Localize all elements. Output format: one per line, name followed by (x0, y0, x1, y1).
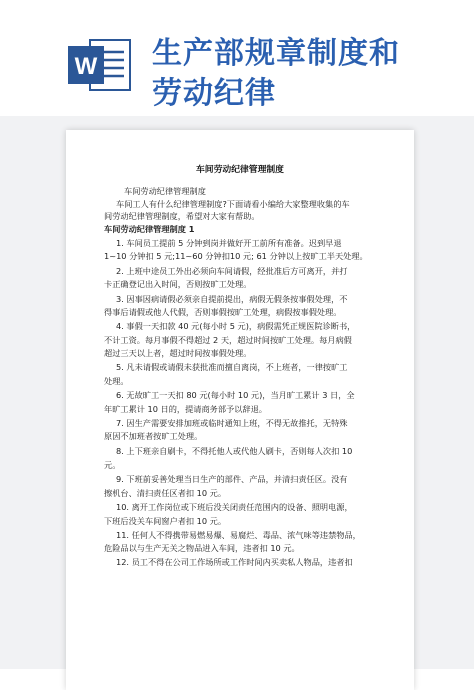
document-line: 1. 车间员工提前 5 分钟到岗并做好开工前所有准备。迟到早退 (116, 238, 342, 248)
document-line: 10. 离开工作岗位或下班后没关闭责任范围内的设备、照明电源， (116, 502, 353, 512)
document-line: 擦机台、清扫责任区者扣 10 元。 (104, 488, 227, 498)
document-line: 年旷工累计 10 日的，提请商务部予以辞退。 (104, 404, 267, 414)
banner-header (0, 0, 474, 120)
banner-title-line-2: 劳动纪律 (152, 76, 276, 111)
document-line: 下班后没关车间窗户者扣 10 元。 (104, 516, 227, 526)
logo-letter: W (74, 53, 98, 80)
document-line: 间劳动纪律管理制度，希望对大家有帮助。 (104, 211, 260, 221)
banner-title-line-1: 生产部规章制度和 (152, 36, 400, 71)
document-line: 3. 因事因病请假必须亲自提前提出，病假无假条按事假处理，不 (116, 294, 348, 304)
document-line: 2. 上班中途员工外出必须向车间请假，经批准后方可离开，并打 (116, 266, 348, 276)
document-line: 5. 凡未请假或请假未获批准而擅自离岗，不上班者，一律按旷工 (116, 362, 348, 372)
document-line: 处理。 (104, 376, 129, 386)
document-title: 车间劳动纪律管理制度 (196, 165, 284, 175)
document-line: 12. 员工不得在公司工作场所或工作时间内买卖私人物品，违者扣 (116, 557, 353, 567)
document-line: 车间劳动纪律管理制度 (124, 186, 206, 196)
document-line: 9. 下班前妥善处理当日生产的部件、产品，并清扫责任区。没有 (116, 474, 348, 484)
document-line: 8. 上下班亲自刷卡，不得托他人或代他人刷卡，否则每人次扣 10 (116, 446, 353, 456)
document-line: 超过三天以上者，超过时间按事假处理。 (104, 348, 252, 358)
document-line: 原因不加班者按旷工处理。 (104, 431, 203, 441)
document-page (66, 130, 414, 690)
word-document-icon (66, 34, 134, 96)
document-line: 危险品以与生产无关之物品进入车间，违者扣 10 元。 (104, 543, 300, 553)
document-line: 车间劳动纪律管理制度 1 (104, 224, 195, 234)
document-line: 元。 (104, 460, 121, 470)
document-line: 1~10 分钟扣 5 元;11~60 分钟扣10 元; 61 分钟以上按旷工半天处理。 (104, 251, 368, 261)
document-line: 6. 无故旷工一天扣 80 元(每小时 10 元)，当月旷工累计 3 日，全 (116, 390, 355, 400)
document-line: 11. 任何人不得携带易燃易爆、易腐烂、毒品、浓气味等违禁物品， (116, 530, 361, 540)
document-line: 7. 因生产需要安排加班或临时通知上班，不得无故推托，无特殊 (116, 418, 348, 428)
document-line: 车间工人有什么纪律管理制度?下面请看小编给大家整理收集的车 (116, 199, 350, 209)
document-line: 得事后请假或他人代假，否则事假按旷工处理，病假按事假处理。 (104, 307, 342, 317)
document-line: 4. 事假一天扣款 40 元(每小时 5 元)，病假需凭正规医院诊断书， (116, 321, 356, 331)
document-line: 卡正确登记出入时间，否则按旷工处理。 (104, 279, 252, 289)
document-line: 不计工资。每月事假不得超过 2 天，超过时间按旷工处理。每月病假 (104, 335, 352, 345)
